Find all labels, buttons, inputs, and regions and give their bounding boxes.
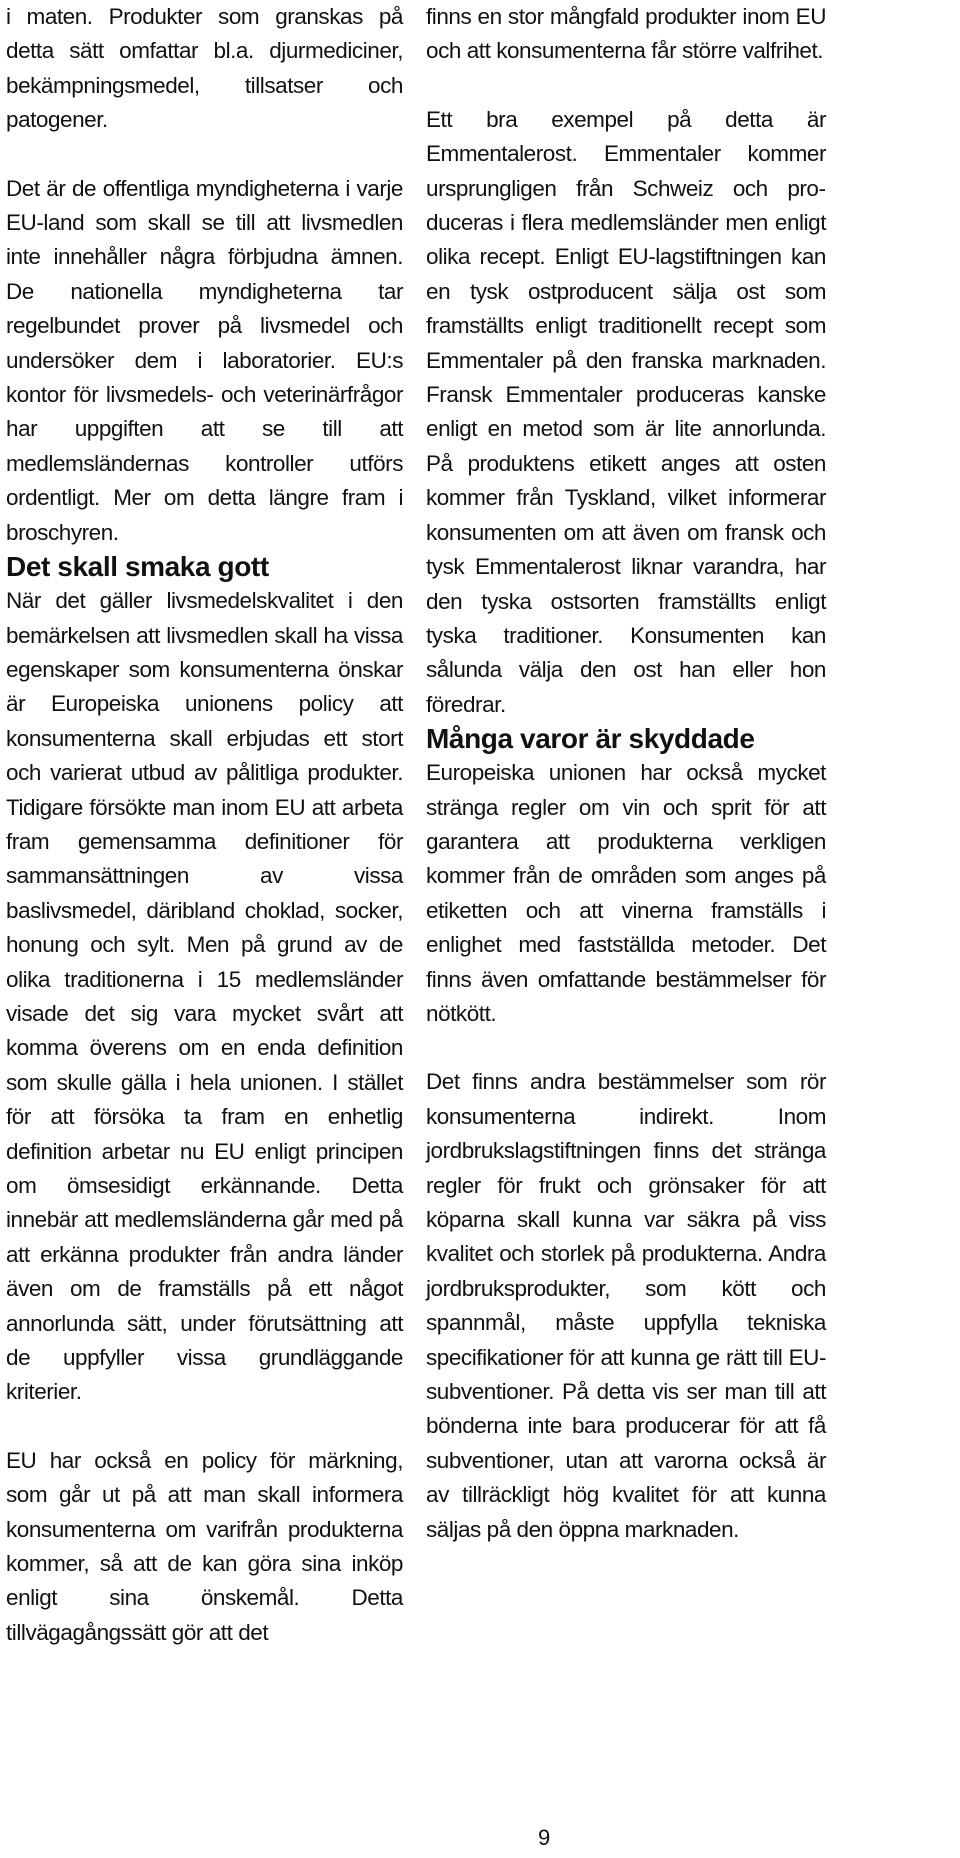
page-number: 9 [538, 1825, 551, 1850]
left-paragraph-3: När det gäller livsmedelskvalitet i den bemärkelsen att livsmedlen skall ha vissa egenskaper som konsumenterna önskar är Europeiska unionens policy att konsumenterna skall erbjudas ett stort och varierat utbud av pålitliga produkter. Tidigare försökte man inom EU att arbeta fram gemensamma definitioner för sammansättningen av vissa baslivsmedel, däribland choklad, socker, honung och sylt. Men på grund av de olika traditionerna i 15 medlemsländer visade det sig vara mycket svårt att komma överens om en enda definition som skulle gälla i hela unionen. I stället för att försöka ta fram en enhetlig definition arbetar nu EU enligt principen om ömsesidigt erkännande. Detta innebär att medlemsländerna går med på att erkänna produkter från andra länder även om de framställs på ett något annorlunda sätt, under förutsättning att de uppfyller vissa grundläggande kriterier. [6, 588, 403, 1405]
section-heading-taste: Det skall smaka gott [6, 551, 269, 583]
left-paragraph-2: Det är de offentliga myndigheterna i varje EU-land som skall se till att livsmedlen inte innehåller några förbjudna ämnen. De nationella myndigheterna tar regelbundet prover på livsmedel och undersöker dem i laboratorier. EU:s kontor för livsmedels- och veterinärfrågor har uppgiften att se till att medlemsländernas kontroller utförs ordentligt. Mer om detta längre fram i broschyren. [6, 175, 403, 545]
left-paragraph-1: i maten. Produkter som granskas på detta sätt omfattar bl.a. djurmediciner, bekämpningsmedel, tillsatser och patogener. [6, 4, 403, 133]
right-column [426, 0, 826, 1547]
right-paragraph-4: Det finns andra bestämmelser som rör konsumenterna indirekt. Inom jordbrukslagstiftningen finns det stränga regler för frukt och grönsaker för att köparna skall kunna var säkra på viss kvalitet och storlek på produkterna. Andra jordbruksprodukter, som kött och spannmål, måste uppfylla tekniska specifikationer för att kunna ge rätt till EU-subventioner. På detta vis ser man till att bönderna inte bara producerar för att få subventioner, utan att varorna också är av tillräckligt hög kvalitet för att kunna säljas på den öppna marknaden. [426, 1069, 826, 1542]
right-paragraph-1: finns en stor mångfald produkter inom EU och att konsumenterna får större valfrihet. [426, 4, 826, 64]
section-heading-protected: Många varor är skyddade [426, 723, 755, 755]
left-paragraph-4: EU har också en policy för märkning, som går ut på att man skall informera konsumenterna om varifrån produkterna kommer, så att de kan göra sina inköp enligt sina önskemål. Detta tillvägagångssätt gör att det [6, 1447, 403, 1645]
right-paragraph-2: Ett bra exempel på detta är Emmentalerost. Emmentaler kommer ursprungligen från Schweiz och produceras i flera medlemsländer men enligt olika recept. Enligt EU-lagstiftningen kan en tysk ostproducent sälja ost som framställts enligt traditionellt recept som Emmentaler på den franska marknaden. Fransk Emmentaler produceras kanske enligt en metod som är lite annorlunda. På produktens etikett anges att osten kommer från Tyskland, vilket informerar konsumenten om att även om fransk och tysk Emmentalerost liknar varandra, har den tyska ostsorten framställts enligt tyska traditioner. Konsumenten kan sålunda välja den ost han eller hon föredrar. [426, 106, 826, 717]
left-column [6, 0, 403, 1650]
right-paragraph-3: Europeiska unionen har också mycket stränga regler om vin och sprit för att garantera att produkterna verkligen kommer från de områden som anges på etiketten och att vinerna framställs i enlighet med fastställda metoder. Det finns även omfattande bestämmelser för nötkött. [426, 760, 826, 1026]
